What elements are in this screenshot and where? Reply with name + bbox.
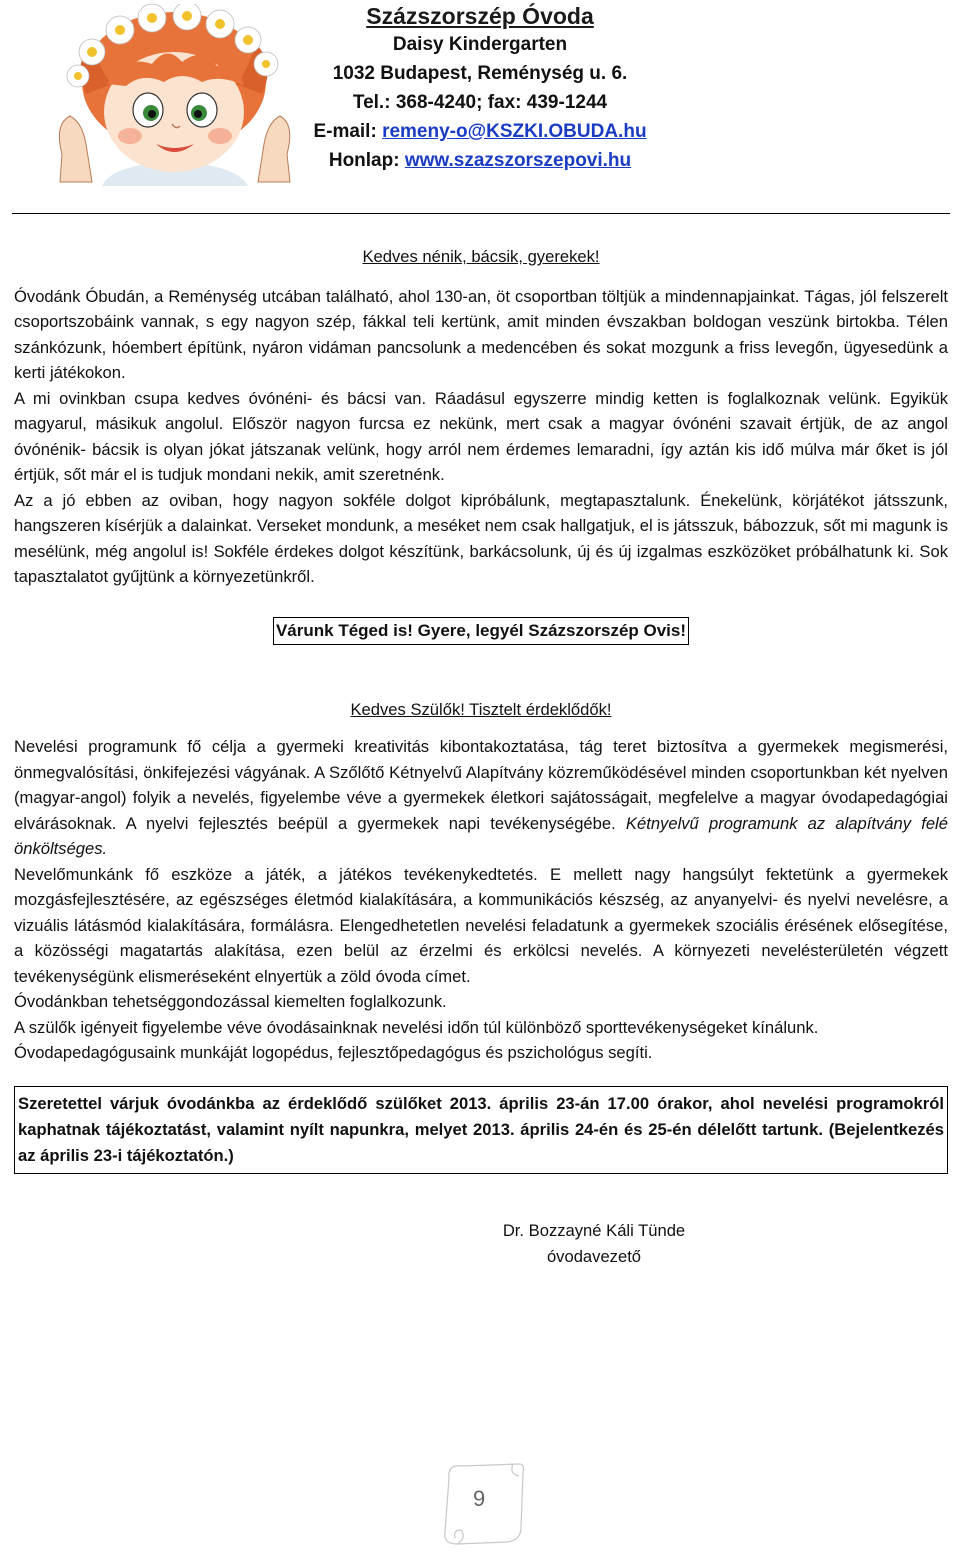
- children-paragraph-1: Óvodánk Óbudán, a Reménység utcában található, ahol 130-an, öt csoportban töltjük a mindennapjainkat. Tágas, jól felszerelt csoportszobáink vannak, s egy nagyon szép, fákkal teli kertünk, amit minden évszakban boldogan veszünk birtokba. Télen szánkózunk, hóembert építünk, nyáron vidáman pancsolunk a medencében és sokat mozgunk a friss levegőn, ügyesedünk a kerti játékokon.: [14, 286, 948, 382]
- parents-paragraph-4: A szülők igényeit figyelembe véve óvodásainknak nevelési időn túl különböző sporttevékenységeket kínálunk.: [14, 1017, 819, 1037]
- email-link[interactable]: remeny-o@KSZKI.OBUDA.hu: [382, 121, 647, 142]
- kindergarten-name: Százszorszép Óvoda: [366, 3, 594, 29]
- invitation-box-wrap: [14, 617, 948, 645]
- parents-paragraph-3: Óvodánkban tehetséggondozással kiemelten foglalkozunk.: [14, 992, 447, 1011]
- invitation-box: Várunk Téged is! Gyere, legyél Százszorszép Ovis!: [273, 617, 689, 645]
- daisy-girl-logo: [52, 4, 297, 186]
- letter-body: [14, 244, 948, 1270]
- website-label: Honlap:: [328, 150, 405, 171]
- parents-paragraph-1-italic: Kétnyelvű programunk az alapítvány felé önköltséges.: [14, 813, 948, 858]
- page-number: 9: [473, 1486, 486, 1511]
- parents-paragraph-1-text: Nevelési programunk fő célja a gyermeki kreativitás kibontakoztatása, tág teret biztosítva a gyermekek megismerési, önmegvalósítási, önkifejezési vágyának. A Szőlőtő Kétnyelvű Alapítvány közreműködésével minden csoportunkban két nyelven (magyar-angol) folyik a nevelés, figyelembe véve a gyermekek életkori sajátosságait, megfelelve a magyar óvodapedagógiai elvárásoknak. A nyelvi fejlesztés beépül a gyermekek napi tevékenységébe.: [14, 737, 948, 833]
- email-label: E-mail:: [313, 121, 383, 142]
- signature-block: [374, 1218, 814, 1270]
- kindergarten-english-name: Daisy Kindergarten: [392, 34, 568, 55]
- signatory-role: óvodavezető: [546, 1246, 642, 1266]
- children-greeting-heading: Kedves nénik, bácsik, gyerekek!: [362, 247, 600, 266]
- header-divider: [12, 213, 950, 214]
- page-number-scroll: [427, 1458, 547, 1550]
- letterhead: [0, 0, 960, 200]
- parents-paragraph-1: [14, 734, 948, 862]
- letterhead-text: [300, 2, 660, 175]
- email-line: [300, 117, 660, 146]
- open-day-notice: Szeretettel várjuk óvodánkba az érdeklődő szülőket 2013. április 23-án 17.00 órakor, ahol nevelési programokról kaphatnak tájékoztatást, valamint nyílt napunkra, melyet 2013. április 24-én és 25-én délelőtt tartunk. (Bejelentkezés az április 23-i tájékoztatón.): [14, 1086, 948, 1174]
- phone-fax: Tel.: 368-4240; fax: 439-1244: [352, 92, 608, 113]
- children-paragraph-3: Az a jó ebben az oviban, hogy nagyon sokféle dolgot kipróbálunk, megtapasztalunk. Énekelünk, körjátékot játsszunk, hangszeren kísérjük a dalainkat. Verseket mondunk, a meséket nem csak hallgatjuk, el is játsszuk, bábozzuk, sőt mi magunk is mesélünk, még angolul is! Sokféle érdekes dolgot készítünk, barkácsolunk, új és új izgalmas eszközöket próbálhatunk ki. Sok tapasztalatot gyűjtünk a környezetünkről.: [14, 490, 948, 586]
- scroll-icon: [427, 1458, 547, 1550]
- website-link[interactable]: www.szazszorszepovi.hu: [404, 150, 632, 171]
- parents-paragraph-5: Óvodapedagógusaink munkáját logopédus, fejlesztőpedagógus és pszichológus segíti.: [14, 1043, 653, 1062]
- signatory-name: Dr. Bozzayné Káli Tünde: [502, 1220, 686, 1240]
- parents-greeting-heading: Kedves Szülők! Tisztelt érdeklődők!: [350, 699, 612, 719]
- website-line: [300, 146, 660, 175]
- address: 1032 Budapest, Reménység u. 6.: [332, 63, 628, 84]
- parents-paragraph-2: Nevelőmunkánk fő eszköze a játék, a játékos tevékenykedtetés. E mellett nagy hangsúlyt fektetünk a gyermekek mozgásfejlesztésére, az egészséges életmód kialakítására, a kommunikációs készség, az anyanyelvi- és nyelvi nevelésre, a vizuális látásmód kialakítására, formálásra. Elengedhetetlen nevelési feladatunk a gyermekek szociális érésének elősegítése, a közösségi magatartás alakítása, ezen belül az érzelmi és erkölcsi nevelés. A környezeti nevelésterületén végzett tevékenységünk elismeréseként elnyertük a zöld óvoda címet.: [14, 864, 948, 986]
- children-paragraph-2: A mi ovinkban csupa kedves óvónéni- és bácsi van. Ráadásul egyszerre mindig ketten is foglalkoznak velünk. Egyikük magyarul, másikuk angolul. Először nagyon furcsa ez nekünk, mert csak a magyar óvónéni szavait értjük, de az angol óvónénik- bácsik is olyan jókat játszanak velünk, hogy arról nem érdemes lemaradni, így aztán kis idő múlva már őket is jól értjük, sőt már el is tudjuk mondani nekik, amit szeretnénk.: [14, 388, 948, 484]
